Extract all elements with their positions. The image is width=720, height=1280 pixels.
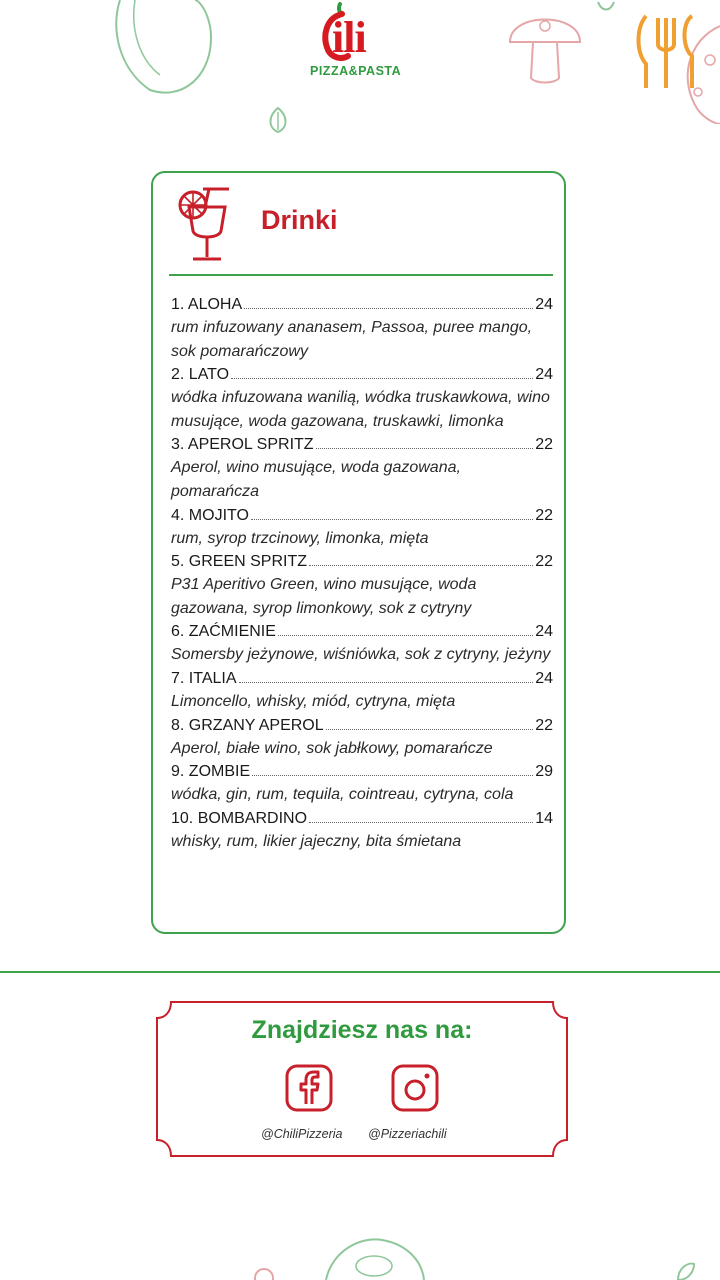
menu-item — [171, 550, 553, 620]
item-line — [171, 760, 553, 783]
menu-item — [171, 667, 553, 714]
item-description: Aperol, białe wino, sok jabłkowy, pomarańcze — [171, 739, 493, 757]
pepper-sketch-icon — [100, 0, 220, 100]
brand-tagline: PIZZA&PASTA — [310, 64, 402, 78]
item-name: 8. GRZANY APEROL — [171, 716, 324, 734]
item-line — [171, 620, 553, 643]
item-line — [171, 293, 553, 316]
menu-item — [171, 433, 553, 503]
dot-leader — [316, 448, 534, 449]
item-line — [171, 504, 553, 527]
item-name: 2. LATO — [171, 366, 230, 384]
item-price: 24 — [535, 623, 553, 641]
brand-name-part2: ili — [332, 13, 366, 62]
menu-item — [171, 293, 553, 363]
item-description: wódka infuzowana wanilią, wódka truskawkowa, wino musujące, woda gazowana, truskawki, limonka — [171, 389, 550, 430]
item-description: Limoncello, whisky, miód, cytryna, mięta — [171, 692, 456, 710]
page-divider — [0, 971, 720, 973]
item-price: 22 — [535, 506, 553, 524]
item-price: 22 — [535, 553, 553, 571]
item-description: wódka, gin, rum, tequila, cointreau, cytryna, cola — [171, 786, 514, 804]
item-description: rum infuzowany ananasem, Passoa, puree mango, sok pomarańczowy — [171, 319, 533, 360]
leaf-sketch-icon — [266, 106, 290, 134]
drinks-menu-card — [151, 171, 566, 934]
item-line — [171, 363, 553, 386]
menu-item — [171, 714, 553, 761]
instagram-handle[interactable]: @Pizzeriachili — [368, 1127, 447, 1141]
item-name: 6. ZAĆMIENIE — [171, 623, 276, 641]
dot-leader — [326, 729, 534, 730]
item-description: rum, syrop trzcinowy, limonka, mięta — [171, 529, 429, 547]
social-title: Znajdziesz nas na: — [251, 1016, 473, 1044]
drinks-list — [171, 293, 553, 853]
item-name: 9. ZOMBIE — [171, 763, 251, 781]
item-price: 29 — [535, 763, 553, 781]
instagram-icon[interactable] — [391, 1064, 439, 1112]
leaf-sketch-icon — [674, 1260, 696, 1280]
facebook-handle[interactable]: @ChiliPizzeria — [261, 1127, 343, 1141]
dot-leader — [309, 822, 533, 823]
menu-item — [171, 504, 553, 551]
dot-leader — [251, 519, 533, 520]
item-price: 24 — [535, 296, 553, 313]
dot-leader — [231, 378, 533, 379]
pizza-sketch-icon — [322, 1236, 428, 1280]
tomato-sketch-icon — [252, 1264, 276, 1280]
item-description: P31 Aperitivo Green, wino musujące, woda gazowana, syrop limonkowy, sok z cytryny — [171, 576, 477, 617]
mushroom-sketch-icon — [505, 2, 585, 86]
item-name: 10. BOMBARDINO — [171, 809, 308, 827]
brand-logo — [300, 2, 420, 84]
item-price: 22 — [535, 716, 553, 734]
item-name: 3. APEROL SPRITZ — [171, 436, 314, 454]
item-name: 7. ITALIA — [171, 669, 237, 687]
card-header — [173, 183, 553, 273]
item-price: 14 — [535, 809, 553, 827]
dot-leader — [278, 635, 533, 636]
item-line — [171, 433, 553, 456]
item-line — [171, 667, 553, 690]
dot-leader — [309, 565, 533, 566]
menu-item — [171, 620, 553, 667]
cocktail-icon — [175, 185, 235, 263]
social-links-box — [155, 1000, 569, 1158]
item-line — [171, 714, 553, 737]
item-description: whisky, rum, likier jajeczny, bita śmietana — [171, 832, 462, 850]
section-title: Drinki — [261, 205, 338, 235]
item-price: 24 — [535, 669, 553, 687]
brand-wordmark — [332, 12, 366, 63]
item-line — [171, 807, 553, 830]
item-name: 5. GREEN SPRITZ — [171, 553, 308, 571]
dot-leader — [244, 308, 533, 309]
facebook-icon[interactable] — [285, 1064, 333, 1112]
item-description: Aperol, wino musujące, woda gazowana, pomarańcza — [171, 459, 461, 500]
item-name: 1. ALOHA — [171, 296, 243, 313]
dot-leader — [252, 775, 533, 776]
title-divider — [169, 274, 553, 276]
item-line — [171, 550, 553, 573]
menu-item — [171, 363, 553, 433]
item-price: 24 — [535, 366, 553, 384]
cutlery-logo-icon — [632, 8, 702, 90]
item-price: 22 — [535, 436, 553, 454]
menu-item — [171, 760, 553, 807]
item-name: 4. MOJITO — [171, 506, 249, 524]
item-description: Somersby jeżynowe, wiśniówka, sok z cytryny, jeżyny — [171, 646, 551, 664]
herb-sketch-icon — [596, 0, 616, 14]
menu-item — [171, 807, 553, 854]
dot-leader — [239, 682, 534, 683]
